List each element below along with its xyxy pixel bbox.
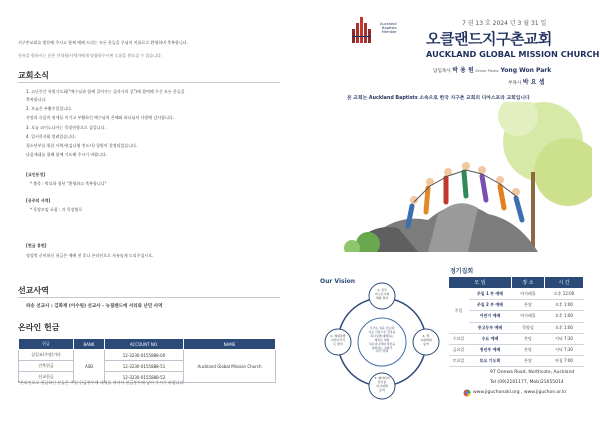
vision-center-text: 우리는 복음 전도와 이웃 사랑으로 민족을 하나님께 예배하는 제자로 세워 하나님나라의 비전을 실현하는 교회가 되기 위해: [368, 326, 396, 354]
church-tagline: 본 교회는 Auckland Baptists 소속으로 한국 지구촌 교회의 디아스포라 교회입니다: [347, 96, 530, 101]
offering-type: 건축헌금: [19, 361, 74, 372]
news-item: 축복합니다.: [26, 97, 47, 102]
issue-date: 7 권 13 호 2024 년 3 월 31 일: [462, 20, 547, 27]
news-title: 교회소식: [18, 71, 49, 80]
table-row: 주일 주일 1 부 예배 아가페홀 오후 12:00: [449, 289, 584, 300]
col-header: 모 임: [449, 277, 512, 289]
right-panel: [300, 0, 600, 424]
subsection-body: * 출목 : 박요하 청년 "환영하고 축복합니다": [30, 181, 107, 186]
account-table: [18, 338, 276, 383]
web-globe-icon: [463, 389, 471, 397]
news-item: 4. 입시목자회 열려있습니다.: [26, 134, 77, 139]
table-row: [19, 350, 276, 361]
church-name-en: AUCKLAND GLOBAL MISSION CHURCH: [426, 49, 600, 59]
subsection-title: [공주의 사역]: [26, 198, 51, 203]
bank-cell: ASB: [74, 350, 105, 383]
baptists-member-label: Auckland Baptists Member: [380, 22, 397, 35]
offering-type: 십일조/주정/기타: [19, 350, 74, 361]
church-phone: Tel (09)2161177, Mob)21655014: [490, 380, 564, 385]
news-item: 청소년부를 위한 사역자(김나영 전도사) 청빙이 결정되었습니다.: [26, 143, 138, 148]
news-item: 사망과 죽음의 권세를 이기고 부활하신 예수님의 은혜와 하나님의 사랑에 감사합니다.: [26, 115, 174, 120]
news-item: 3. 오늘 코이노니아는 목장연합으로 섬깁니다.: [26, 125, 106, 130]
news-item: 다음세대를 위해 함께 기도해 주시기 바랍니다.: [26, 152, 108, 157]
account-number: 12-3230-0155888-52: [105, 372, 184, 383]
offering-title: [헌금 봉헌]: [26, 243, 47, 248]
offering-body: 정성껏 준비하신 헌금은 예배 전 후나 온라인으로 자유롭게 드리주십시오.: [26, 253, 154, 258]
senior-pastor-line: 담임목사 박 용 원 Senior Pastor Yong Won Park: [433, 67, 552, 74]
news-item: 1. 고난주간 특별기도회("예수님과 함께 걸어가는 십자가의 길")에 참여해 주신 모든 분들을: [26, 89, 185, 94]
news-item: 2. 오늘은 부활주일입니다.: [26, 106, 73, 111]
table-row: 금요일 청년부 예배 본당 저녁 7:30: [449, 344, 584, 355]
schedule-table: [448, 276, 584, 367]
account-number: 12-3230-0155888-51: [105, 361, 184, 372]
offering-type: 선교헌금: [19, 372, 74, 383]
welcome-text: 지구촌교회를 방문해 주시고 함께 예배 드리는 모든 분들을 주님의 이름으로 환영하며 축복합니다.: [18, 40, 188, 45]
table-row: 수요일 수요 예배 본당 저녁 7:30: [449, 333, 584, 344]
vision-item-right: 4. 열 교회와의 동역: [420, 334, 432, 346]
table-row: 중고등부 예배 목양실 오후 1:00: [449, 322, 584, 333]
vision-title: Our Vision: [320, 278, 356, 285]
account-number: 12-3230-0155888-00: [105, 350, 184, 361]
col-header: 장 소: [512, 277, 545, 289]
col-header: 헌금: [19, 339, 74, 350]
vision-diagram: [316, 276, 442, 406]
col-header: 시 간: [545, 277, 584, 289]
col-header: ACCOUNT NO.: [105, 339, 184, 350]
church-logo-icon: [352, 17, 374, 43]
vision-item-bottom: 3. 제자되어 헌신을 하기위해 동역: [374, 376, 390, 392]
vision-item-top: 1. 전국 지구촌교회 체험 참여: [374, 288, 390, 300]
table-row: 어린이 예배 아가페홀 오후 1:00: [449, 311, 584, 322]
online-footnote: *온라인으로 헌금하신 분들은 주일 헌금봉투에 내역을 적어서 헌금봉투에 넣어 주시기 바랍니다.: [18, 380, 185, 385]
subsection-title: [교인동정]: [26, 172, 46, 177]
col-header: NAME: [184, 339, 276, 350]
subsection-body: * 목장모임 포함 : 각 목장별로: [30, 207, 83, 212]
account-name: Auckland Global Mission Church: [184, 350, 276, 383]
divider: [18, 82, 280, 83]
registration-text: 등록을 원하시는 분은 안내원/사역자에게 말씀하주시면 도움을 받으실 수 있습니다.: [18, 53, 163, 58]
mission-title: 선교사역: [18, 286, 49, 295]
divider: [18, 297, 280, 298]
mountain-climbing-illustration: [328, 102, 592, 252]
table-row: 주일 2 부 예배 본당 오후 1:00: [449, 300, 584, 311]
associate-pastor-line: 부목사 박 요 셉: [508, 79, 545, 86]
church-websites[interactable]: www.jiguchonakl.org , www.jiguchon.or.kr: [473, 390, 567, 395]
online-offering-title: 온라인 헌금: [18, 323, 60, 332]
schedule-title: 정기집회: [450, 268, 474, 275]
mission-body: 파송 선교사 : 김화재 (이수원) 선교사 - 뉴질랜드에 서리와 난민 사역: [26, 304, 163, 309]
table-row: 토요일 토요 기도회 본당 아침 7:00: [449, 356, 584, 367]
vision-item-left: 2. 세대통합 교안다가기 로 참여: [330, 334, 346, 346]
church-name-kr: 오클랜드지구촌교회: [426, 30, 552, 48]
col-header: BANK: [74, 339, 105, 350]
church-address: 97 Onewa Road, Northcote, Auckland: [490, 370, 575, 375]
